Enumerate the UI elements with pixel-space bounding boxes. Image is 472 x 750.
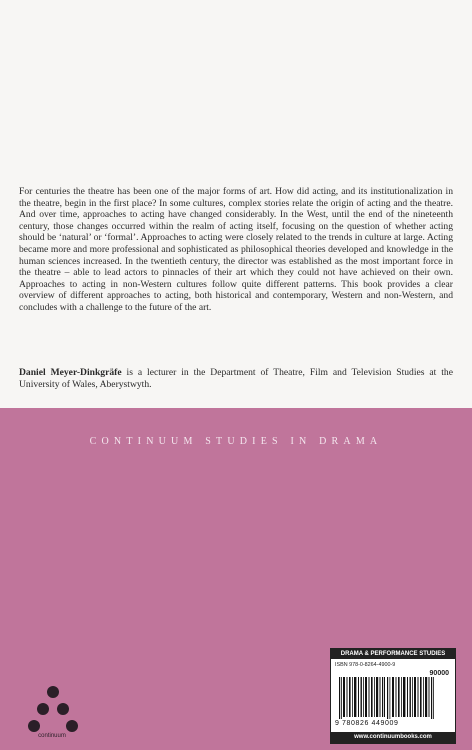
barcode-icon xyxy=(337,671,449,719)
author-bio-text: is a lecturer in the Department of Theatre, Film and Television Studies at the University of Wales, Aberystwyth. xyxy=(19,367,453,390)
book-blurb: For centuries the theatre has been one of the major forms of art. How did acting, and its institutionalization in the theatre, begin in the first place? In some cultures, complex stories relate the origin of acting and the theatre. And over time, approaches to acting have changed considerably. In the West, until the end of the nineteenth century, those changes occurred within the realm of acting itself, focusing on the question of whether acting should be ‘natural’ or ‘formal’. Approaches to acting were closely related to the trends in culture at large. Acting became more and more professional and sophisticated as philosophical theories developed and knowledge in the human sciences increased. In the twentieth century, the director was established as the most important force in the theatre – able to lead actors to pinnacles of their art which they could not have achieved on their own. Approaches to acting in non-Western cultures follow quite different patterns. This book provides a clear overview of different approaches to acting, both historical and contemporary, Western and non-Western, and concludes with a challenge to the future of the art. xyxy=(19,186,453,313)
isbn-number: ISBN 978-0-8264-4900-9 xyxy=(335,662,396,668)
author-name: Daniel Meyer-Dinkgräfe xyxy=(19,367,122,378)
isbn-barcode-box xyxy=(330,648,456,744)
continuum-logo-icon xyxy=(28,684,78,736)
book-category: DRAMA & PERFORMANCE STUDIES xyxy=(331,649,455,659)
publisher-name: continuum xyxy=(38,733,66,739)
publisher-url: www.continuumbooks.com xyxy=(331,732,455,743)
barcode-digits: 9 780826 449009 xyxy=(335,720,399,727)
author-bio xyxy=(19,367,453,390)
series-title: CONTINUUM STUDIES IN DRAMA xyxy=(89,436,383,447)
price-code: 90000 xyxy=(429,670,449,677)
